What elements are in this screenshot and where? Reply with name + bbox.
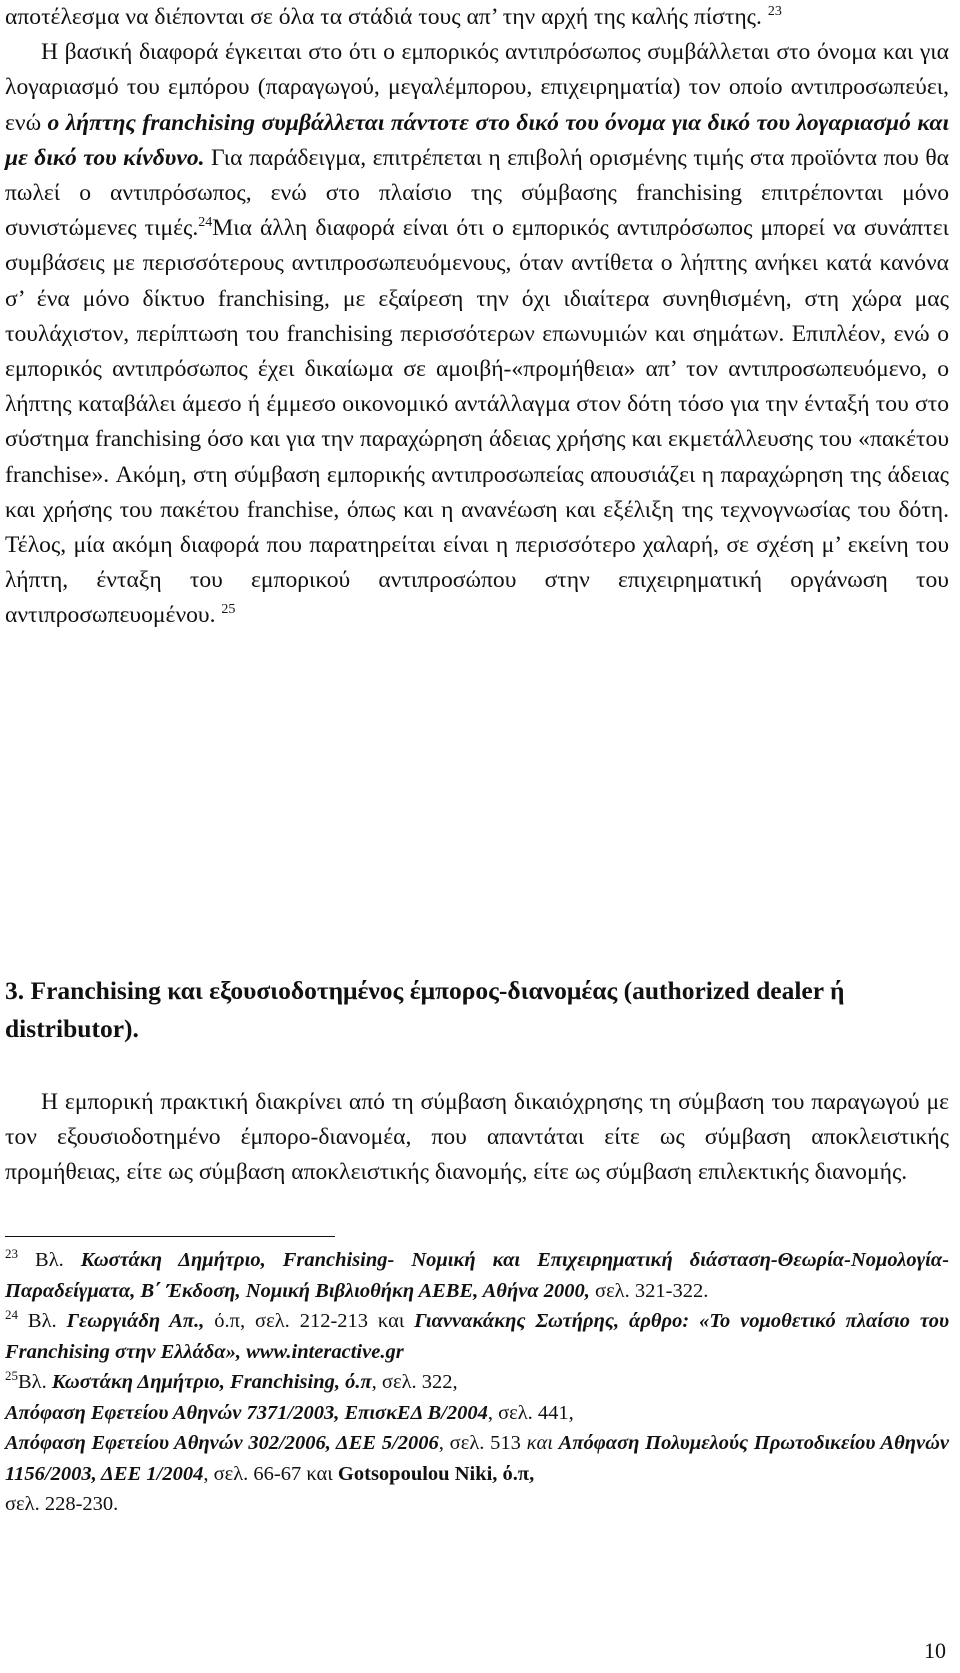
citation: Απόφαση Εφετείου Αθηνών 302/2006, ΔΕΕ 5/2006: [5, 1432, 439, 1454]
footnote-ref-25[interactable]: 25: [221, 602, 236, 618]
page-number: 10: [924, 1638, 946, 1663]
footnote-ref-24[interactable]: 24: [198, 215, 213, 231]
footnote-number: 23: [5, 1246, 18, 1262]
citation-pages: σελ. 321-322.: [595, 1279, 709, 1302]
footnote-number: 24: [5, 1307, 18, 1323]
footnote-number: 25: [5, 1368, 18, 1384]
body-paragraph-2: Η εμπορική πρακτική διακρίνει από τη σύμβαση δικαιόχρησης τη σύμβαση του παραγωγού με τον εξουσιοδοτημένο έμπορο-διανομέα, που απαντάται είτε ως σύμβαση αποκλειστικής προμήθειας, είτε ως σύμβαση αποκλειστικής διανομής, είτε ως σύμβαση επιλεκτικής διανομής.: [5, 1089, 949, 1186]
citation: Κωστάκη Δημήτριο, Franchising- Νομική και Επιχειρηματική διάσταση-Θεωρία-Νομολογία-Παραδείγματα, Β΄ Έκδοση, Νομική Βιβλιοθήκη ΑΕΒΕ, Αθήνα 2000,: [5, 1249, 950, 1302]
body-paragraph-1: [5, 0, 949, 634]
citation: Απόφαση Εφετείου Αθηνών 7371/2003, ΕπισκΕΔ Β/2004: [5, 1401, 488, 1424]
citation-pages: , σελ. 513: [438, 1432, 521, 1454]
conjunction: και: [526, 1432, 553, 1454]
text-run: αποτέλεσμα να διέπονται σε όλα τα στάδιά τους απ’ την αρχή της καλής πίστης.: [5, 4, 762, 30]
citation: Γιαννακάκης Σωτήρης, άρθρο: «Το νομοθετικό πλαίσιο του Franchising στην Ελλάδα», www.interactive.gr: [5, 1310, 950, 1363]
text-run: Για παράδειγμα, επιτρέπεται η επιβολή ορισμένης τιμής στα προϊόντα που θα πωλεί ο αντιπρόσωπος, ενώ στο πλαίσιο της σύμβασης franchising επιτρέπονται μόνο συνιστώμενες τιμές.: [5, 144, 949, 242]
footnote-23: [5, 1245, 949, 1306]
footnote-prefix: Βλ.: [18, 1371, 47, 1393]
citation: Γεωργιάδη Απ.,: [66, 1310, 205, 1332]
footnote-24: [5, 1306, 949, 1367]
citation: Απόφαση Πολυμελούς Πρωτοδικείου Αθηνών 1156/2003, ΔΕΕ 1/2004: [5, 1432, 950, 1485]
citation: Κωστάκη Δημήτριο, Franchising, ό.π: [51, 1371, 372, 1393]
citation-pages: , σελ. 441,: [487, 1401, 574, 1424]
citation: Gotsopoulou Niki, ό.π,: [337, 1462, 535, 1485]
text-run: Μια άλλη διαφορά είναι ότι ο εμπορικός αντιπρόσωπος μπορεί να συνάπτει συμβάσεις με περισσότερους αντιπροσωπευόμενους, όταν αντίθετα ο λήπτης ανήκει κατά κανόνα σ’ ένα μόνο δίκτυο franchising, με εξαίρεση την όχι ιδιαίτερα συνηθισμένη, στη χώρα μας τουλάχιστον, περίπτωση του franchising περισσότερων επωνυμιών και σημάτων. Επιπλέον, ενώ ο εμπορικός αντιπρόσωπος έχει δικαίωμα σε αμοιβή-«προμήθεια» απ’ τον αντιπροσωπευόμενο, ο λήπτης καταβάλει άμεσο ή έμμεσο οικονομικό αντάλλαγμα στον δότη τόσο για την ένταξή του στο σύστημα franchising όσο και για την παραχώρηση άδειας χρήσης και εκμετάλλευσης του «πακέτου franchise». Ακόμη, στη σύμβαση εμπορικής αντιπροσωπείας απουσιάζει η παραχώρηση της άδειας και χρήσης του πακέτου franchise, όπως και η ανανέωση και εξέλιξη της τεχνογνωσίας του δότη. Τέλος, μία ακόμη διαφορά που παρατηρείται είναι η περισσότερο χαλαρή, σε σχέση μ’ εκείνη του λήπτη, ένταξη του εμπορικού αντιπροσώπου στην επιχειρηματική οργάνωση του αντιπροσωπευομένου.: [5, 215, 949, 629]
emphasis-text: ο λήπτης franchising συμβάλλεται πάντοτε στο δικό του όνομα για δικό του λογαριασμό και με δικό του κίνδυνο.: [5, 109, 949, 171]
text-run: Η βασική διαφορά έγκειται στο ότι ο εμπορικός αντιπρόσωπος συμβάλλεται στο όνομα και για λογαριασμό του εμπόρου (παραγωγού, μεγαλέμπορου, επιχειρηματία) τον οποίο αντιπροσωπεύει, ενώ: [5, 39, 949, 136]
citation-pages: ό.π, σελ. 212-213 και: [214, 1310, 405, 1332]
footnote-ref-23[interactable]: 23: [767, 4, 782, 20]
footnote-divider: [5, 1236, 335, 1237]
footnote-prefix: Βλ.: [27, 1310, 57, 1332]
footnote-prefix: Βλ.: [35, 1249, 64, 1271]
footnotes: [5, 1245, 949, 1520]
citation-pages: σελ. 228-230.: [5, 1493, 119, 1515]
footnote-25: [5, 1367, 949, 1520]
citation-pages: , σελ. 66-67 και: [203, 1462, 333, 1485]
section-heading: 3. Franchising και εξουσιοδοτημένος έμπορος-διανομέας (authorized dealer ή distributor).: [5, 976, 845, 1043]
citation-pages: , σελ. 322,: [371, 1371, 458, 1393]
